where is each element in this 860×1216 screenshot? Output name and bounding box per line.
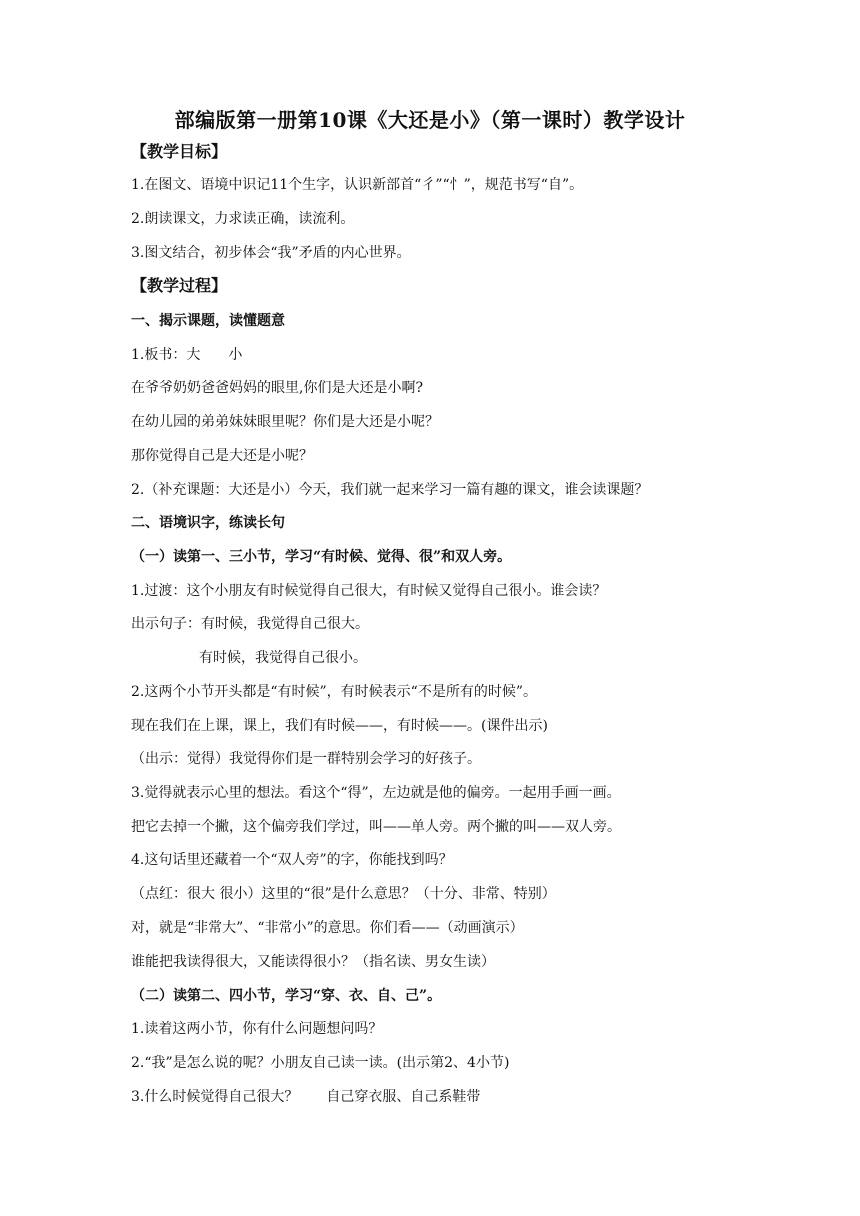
paragraph: 2.（补充课题：大还是小）今天，我们就一起来学习一篇有趣的课文，谁会读课题？ xyxy=(131,482,649,498)
goal-item: 2.朗读课文，力求读正确，读流利。 xyxy=(131,211,355,227)
subsection-heading: （二）读第二、四小节，学习“穿、衣、自、己”。 xyxy=(131,988,442,1004)
paragraph: 出示句子：有时候，我觉得自己很大。 xyxy=(131,616,369,632)
paragraph: 把它去掉一个撇，这个偏旁我们学过，叫——单人旁。两个撇的叫——双人旁。 xyxy=(131,819,621,835)
goal-item: 1.在图文、语境中识记11个生字，认识新部首“彳”“忄”，规范书写“自”。 xyxy=(131,177,584,193)
paragraph: 现在我们在上课，课上，我们有时候——，有时候——。(课件出示) xyxy=(131,718,548,734)
paragraph: 在幼儿园的弟弟妹妹眼里呢？你们是大还是小呢？ xyxy=(131,414,439,430)
subsection-heading: （一）读第一、三小节，学习“有时候、觉得、很”和双人旁。 xyxy=(131,549,512,565)
paragraph: 那你觉得自己是大还是小呢？ xyxy=(131,448,313,464)
paragraph: （出示：觉得）我觉得你们是一群特别会学习的好孩子。 xyxy=(131,751,481,767)
paragraph: 对，就是“非常大”、“非常小”的意思。你们看——（动画演示） xyxy=(131,920,524,936)
document-title: 部编版第一册第10课《大还是小》（第一课时）教学设计 xyxy=(174,108,686,132)
section-heading: 一、揭示课题，读懂题意 xyxy=(131,313,285,329)
paragraph: 2.这两个小节开头都是“有时候”，有时候表示“不是所有的时候”。 xyxy=(131,684,537,700)
paragraph: 3.觉得就表示心里的想法。看这个“得”，左边就是他的偏旁。一起用手画一画。 xyxy=(131,785,621,801)
process-heading: 【教学过程】 xyxy=(131,276,228,295)
paragraph: 2.“我”是怎么说的呢？小朋友自己读一读。(出示第2、4小节) xyxy=(131,1055,510,1071)
goals-heading: 【教学目标】 xyxy=(131,142,228,161)
paragraph: 4.这句话里还藏着一个“双人旁”的字，你能找到吗？ xyxy=(131,852,453,868)
paragraph: 1.过渡：这个小朋友有时候觉得自己很大，有时候又觉得自己很小。谁会读？ xyxy=(131,583,607,599)
paragraph: 1.读着这两小节，你有什么问题想问吗？ xyxy=(131,1021,383,1037)
paragraph: 在爷爷奶奶爸爸妈妈的眼里,你们是大还是小啊? xyxy=(131,380,423,396)
paragraph: 谁能把我读得很大，又能读得很小？（指名读、男女生读） xyxy=(131,954,495,970)
goal-item: 3.图文结合，初步体会“我”矛盾的内心世界。 xyxy=(131,245,411,261)
paragraph: 1.板书：大 小 xyxy=(131,347,243,363)
paragraph: 有时候，我觉得自己很小。 xyxy=(199,650,367,666)
paragraph: （点红：很大 很小）这里的“很”是什么意思？（十分、非常、特别） xyxy=(131,886,556,902)
paragraph: 3.什么时候觉得自己很大？ 自己穿衣服、自己系鞋带 xyxy=(131,1089,481,1105)
section-heading: 二、语境识字，练读长句 xyxy=(131,515,285,531)
